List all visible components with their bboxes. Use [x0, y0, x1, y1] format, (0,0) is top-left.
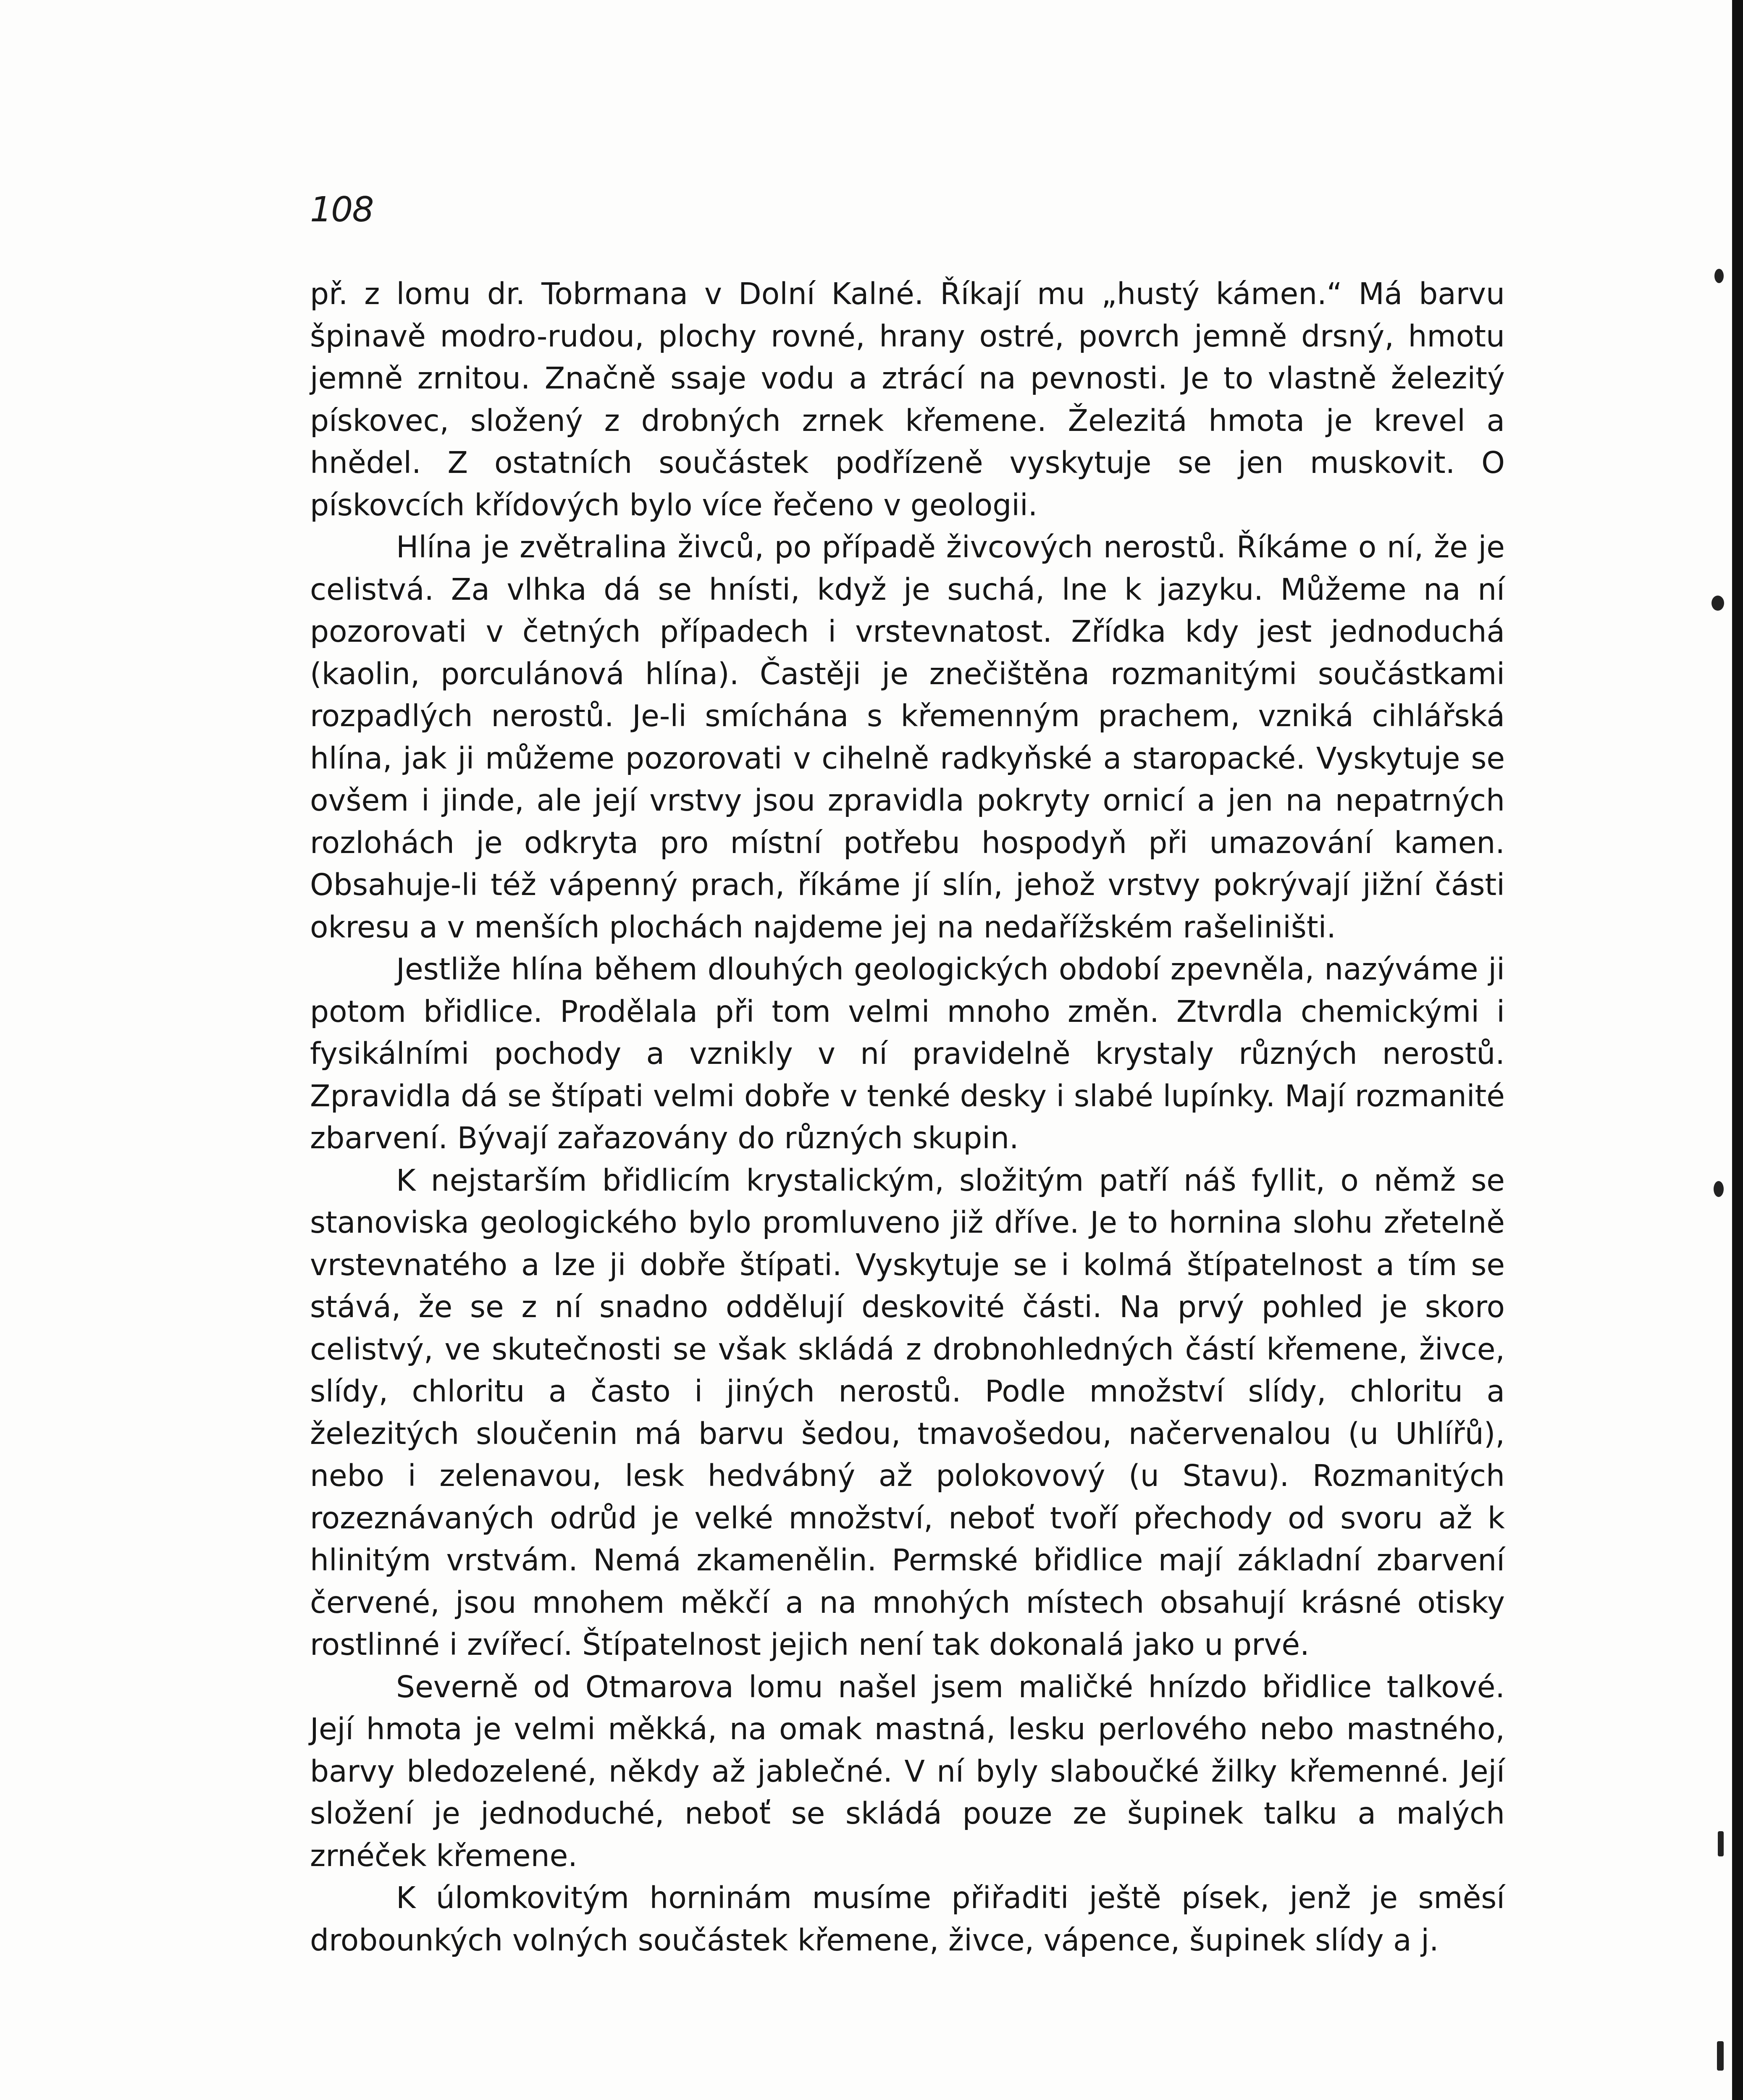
page-number: 108 — [310, 190, 373, 230]
body-text — [310, 273, 1505, 1961]
paragraph-5: Severně od Otmarova lomu našel jsem maličké hnízdo břidlice talkové. Její hmota je velmi měkká, na omak mastná, lesku perlového nebo mastného, barvy bledozelené, někdy až jablečné. V ní byly slaboučké žilky křemenné. Její složení je jednoduché, neboť se skládá pouze ze šupinek talku a malých zrnéček křemene. — [310, 1669, 1505, 1873]
scan-speck — [1712, 596, 1724, 611]
scan-speck — [1714, 1181, 1724, 1197]
scan-edge — [1732, 0, 1743, 2100]
scan-speck — [1717, 2041, 1724, 2071]
paragraph-1: př. z lomu dr. Tobrmana v Dolní Kalné. Říkají mu „hustý kámen.“ Má barvu špinavě modro-rudou, plochy rovné, hrany ostré, povrch jemně drsný, hmotu jemně zrnitou. Značně ssaje vodu a ztrácí na pevnosti. Je to vlastně železitý pískovec, složený z drobných zrnek křemene. Železitá hmota je krevel a hnědel. Z ostatních součástek podřízeně vyskytuje se jen muskovit. O pískovcích křídových bylo více řečeno v geologii. — [310, 276, 1505, 522]
scan-speck — [1718, 1831, 1724, 1856]
scan-speck — [1714, 269, 1724, 283]
paragraph-6: K úlomkovitým horninám musíme přiřaditi ještě písek, jenž je směsí drobounkých volných součástek křemene, živce, vápence, šupinek slídy a j. — [310, 1880, 1505, 1958]
paragraph-4: K nejstarším břidlicím krystalickým, složitým patří náš fyllit, o němž se stanoviska geologického bylo promluveno již dříve. Je to hornina slohu zřetelně vrstevnatého a lze ji dobře štípati. Vyskytuje se i kolmá štípatelnost a tím se stává, že se z ní snadno oddělují deskovité části. Na prvý pohled je skoro celistvý, ve skutečnosti se však skládá z drobnohledných částí křemene, živce, slídy, chloritu a často i jiných nerostů. Podle množství slídy, chloritu a železitých sloučenin má barvu šedou, tmavošedou, načervenalou (u Uhlířů), nebo i zelenavou, lesk hedvábný až polokovový (u Stavu). Rozmanitých rozeznávaných odrůd je velké množství, neboť tvoří přechody od svoru až k hlinitým vrstvám. Nemá zkamenělin. Permské břidlice mají základní zbarvení červené, jsou mnohem měkčí a na mnohých místech obsahují krásné otisky rostlinné i zvířecí. Štípatelnost jejich není tak dokonalá jako u prvé. — [310, 1163, 1505, 1662]
paragraph-3: Jestliže hlína během dlouhých geologických období zpevněla, nazýváme ji potom břidlice. Prodělala při tom velmi mnoho změn. Ztvrdla chemickými i fysikálními pochody a vznikly v ní pravidelně krystaly různých nerostů. Zpravidla dá se štípati velmi dobře v tenké desky i slabé lupínky. Mají rozmanité zbarvení. Bývají zařazovány do různých skupin. — [310, 952, 1505, 1155]
paragraph-2: Hlína je zvětralina živců, po případě živcových nerostů. Říkáme o ní, že je celistvá. Za vlhka dá se hnísti, když je suchá, lne k jazyku. Můžeme na ní pozorovati v četných případech i vrstevnatost. Zřídka kdy jest jednoduchá (kaolin, porculánová hlína). Častěji je znečištěna rozmanitými součástkami rozpadlých nerostů. Je-li smíchána s křemenným prachem, vzniká cihlářská hlína, jak ji můžeme pozorovati v cihelně radkyňské a staropacké. Vyskytuje se ovšem i jinde, ale její vrstvy jsou zpravidla pokryty ornicí a jen na nepatrných rozlohách je odkryta pro místní potřebu hospodyň při umazování kamen. Obsahuje-li též vápenný prach, říkáme jí slín, jehož vrstvy pokrývají jižní části okresu a v menších plochách najdeme jej na nedařížském rašeliništi. — [310, 530, 1505, 945]
